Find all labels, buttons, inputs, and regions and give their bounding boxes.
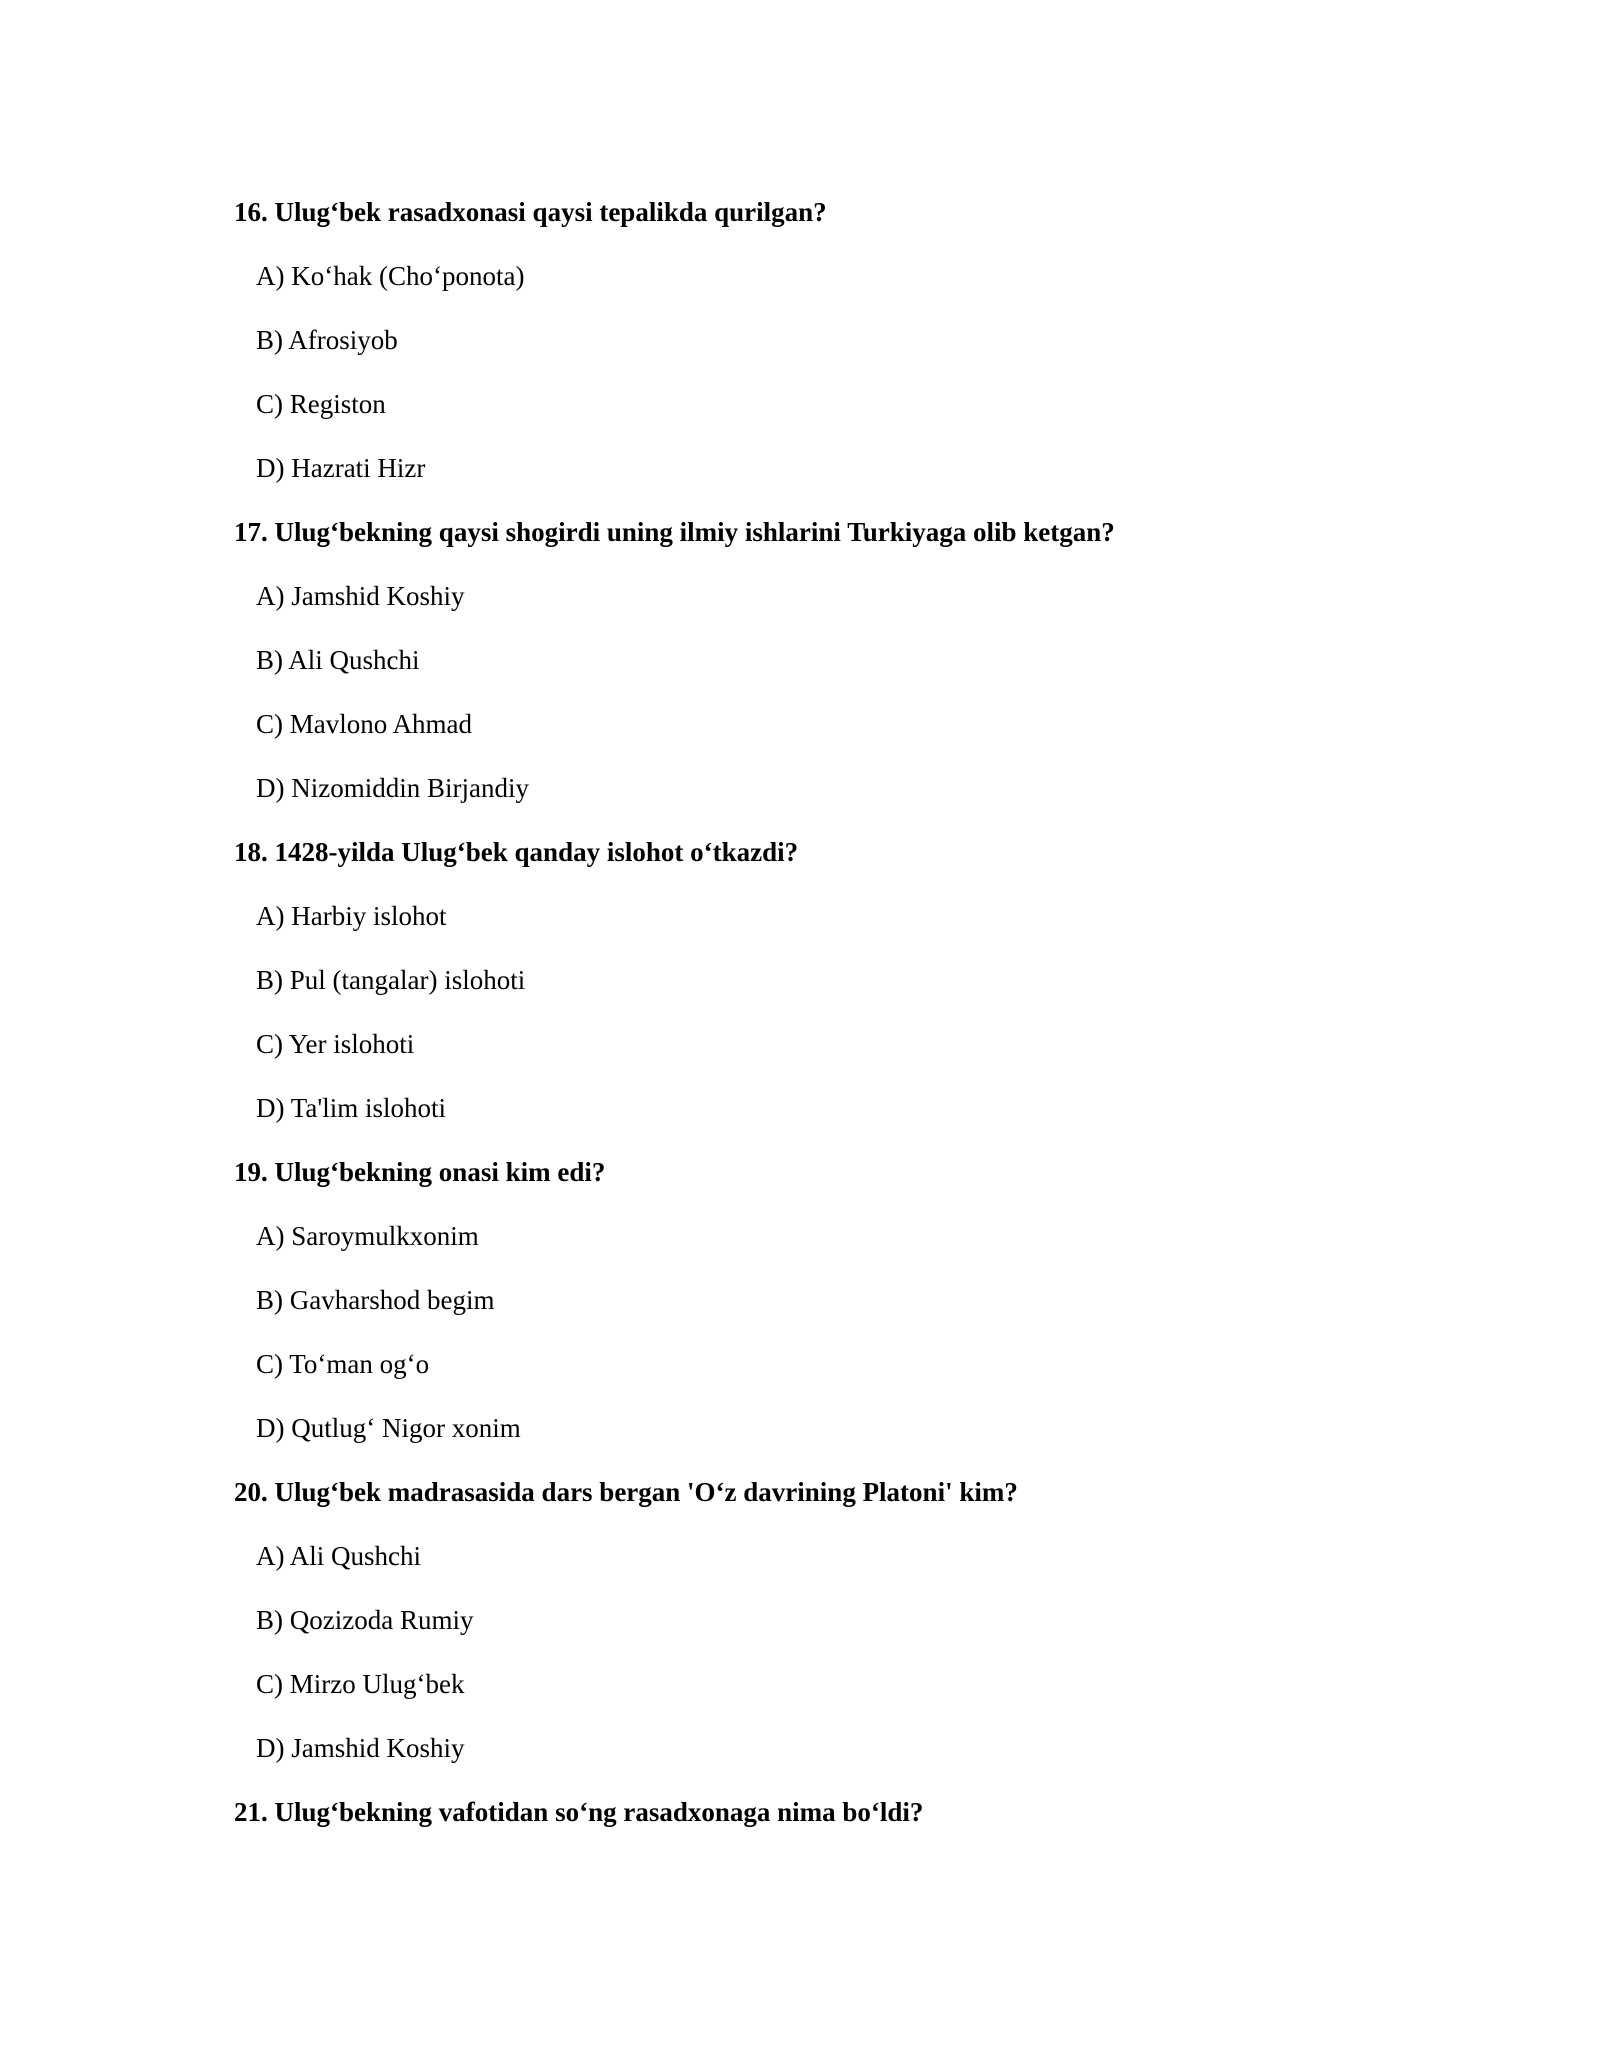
- answer-option-b: B) Pul (tangalar) islohoti: [256, 965, 526, 995]
- answer-option-b: B) Ali Qushchi: [256, 645, 420, 675]
- answer-option-c: C) Mavlono Ahmad: [256, 709, 472, 739]
- question-text: 20. Ulug‘bek madrasasida dars bergan 'O‘z davrining Platoni' kim?: [234, 1477, 1018, 1507]
- answer-option-a: A) Ali Qushchi: [256, 1541, 421, 1571]
- question-18: [234, 820, 1434, 1140]
- answer-option-c: C) Registon: [256, 389, 386, 419]
- answer-option-d: D) Jamshid Koshiy: [256, 1733, 465, 1763]
- question-text: 17. Ulug‘bekning qaysi shogirdi uning ilmiy ishlarini Turkiyaga olib ketgan?: [234, 517, 1115, 547]
- answer-option-a: A) Harbiy islohot: [256, 901, 447, 931]
- question-17: [234, 500, 1434, 820]
- answer-option-c: C) Mirzo Ulug‘bek: [256, 1669, 465, 1699]
- question-text: 16. Ulug‘bek rasadxonasi qaysi tepalikda qurilgan?: [234, 197, 827, 227]
- question-list: [234, 180, 1434, 1844]
- question-text: 19. Ulug‘bekning onasi kim edi?: [234, 1157, 606, 1187]
- answer-option-d: D) Ta'lim islohoti: [256, 1093, 446, 1123]
- answer-option-b: B) Afrosiyob: [256, 325, 398, 355]
- answer-option-b: B) Qozizoda Rumiy: [256, 1605, 474, 1635]
- question-21: [234, 1780, 1434, 1844]
- answer-option-a: A) Saroymulkxonim: [256, 1221, 479, 1251]
- question-text: 18. 1428-yilda Ulug‘bek qanday islohot o‘tkazdi?: [234, 837, 799, 867]
- answer-option-d: D) Hazrati Hizr: [256, 453, 426, 483]
- answer-option-b: B) Gavharshod begim: [256, 1285, 495, 1315]
- question-text: 21. Ulug‘bekning vafotidan so‘ng rasadxonaga nima bo‘ldi?: [234, 1797, 924, 1827]
- question-19: [234, 1140, 1434, 1460]
- answer-option-a: A) Jamshid Koshiy: [256, 581, 465, 611]
- answer-option-d: D) Nizomiddin Birjandiy: [256, 773, 529, 803]
- answer-option-a: A) Ko‘hak (Cho‘ponota): [256, 261, 525, 291]
- answer-option-c: C) Yer islohoti: [256, 1029, 415, 1059]
- question-20: [234, 1460, 1434, 1780]
- answer-option-c: C) To‘man og‘o: [256, 1349, 430, 1379]
- question-16: [234, 180, 1434, 500]
- answer-option-d: D) Qutlug‘ Nigor xonim: [256, 1413, 521, 1443]
